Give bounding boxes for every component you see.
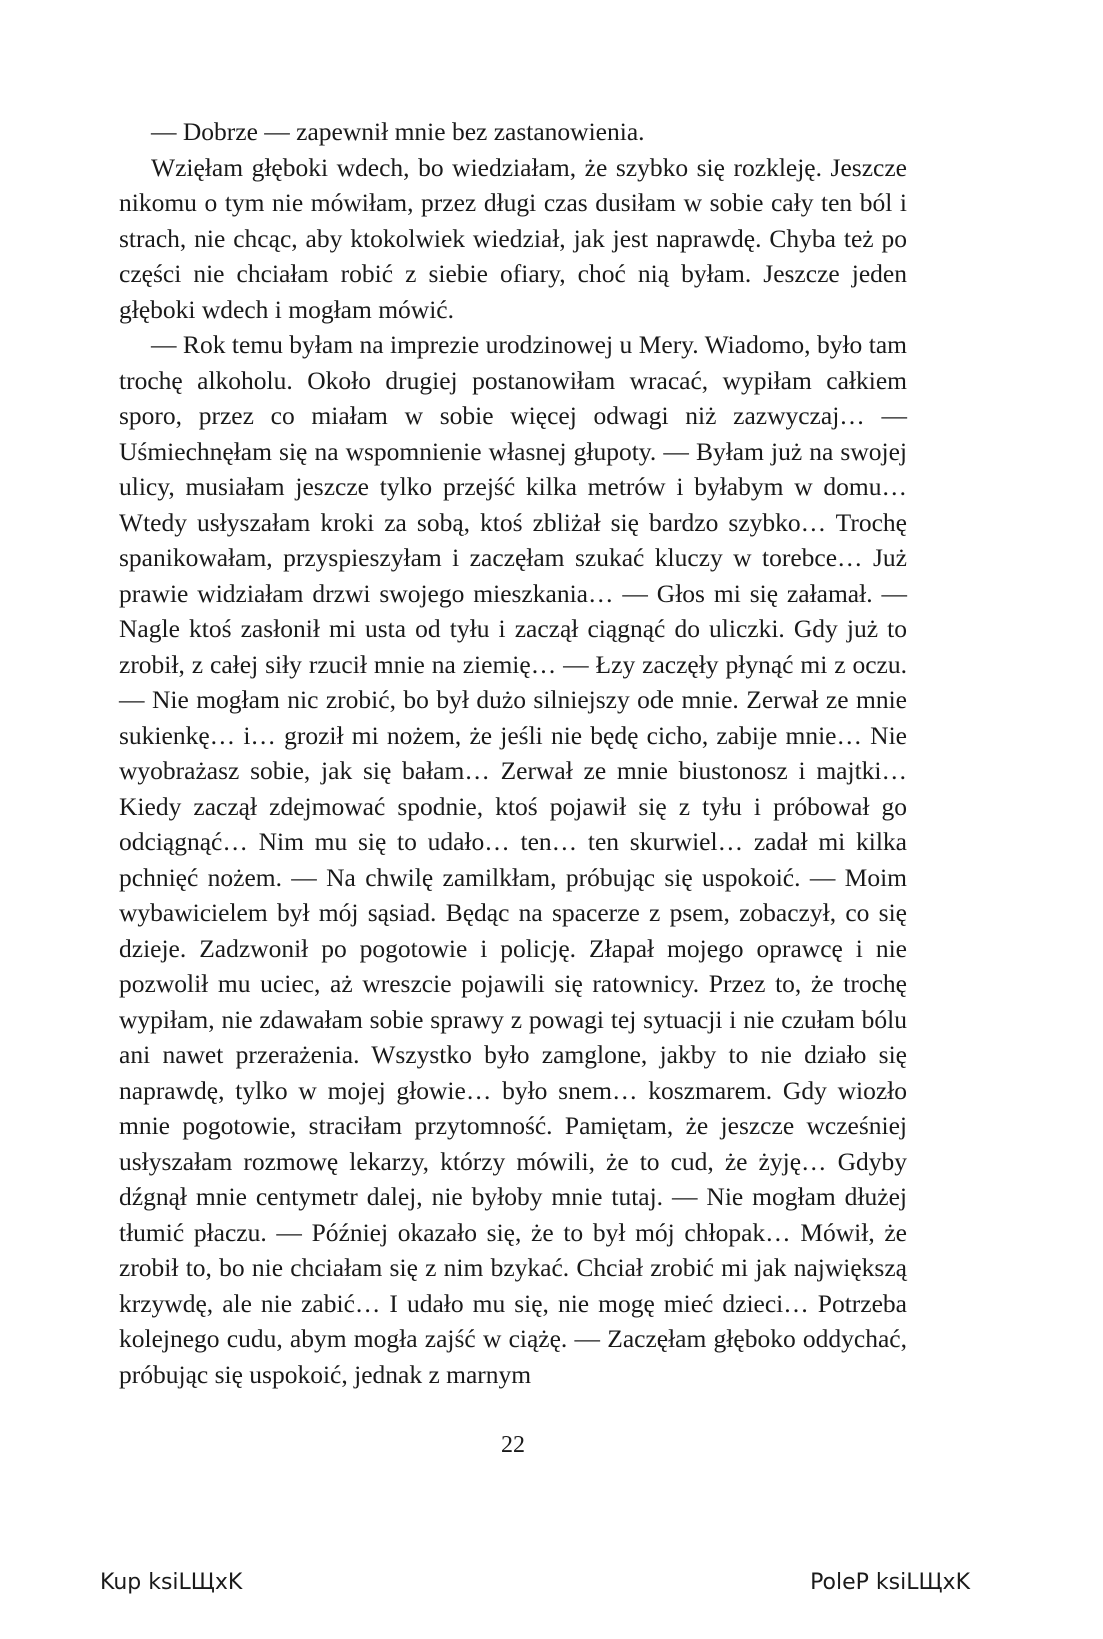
paragraph: Wzięłam głęboki wdech, bo wiedziałam, że szybko się rozkleję. Jeszcze nikomu o tym nie mówiłam, przez długi czas dusiłam w sobie cały ten ból i strach, nie chcąc, aby ktokolwiek wiedział, jak jest naprawdę. Chyba też po części nie chciałam robić z siebie ofiary, choć nią byłam. Jeszcze jeden głęboki wdech i mogłam mówić. <box>119 152 907 324</box>
buy-book-link[interactable]: Kup ksiLЩxK <box>100 1570 243 1595</box>
paragraph: — Dobrze — zapewnił mnie bez zastanowienia. <box>151 117 645 146</box>
page-number: 22 <box>501 1432 525 1458</box>
page-body-text <box>119 114 907 1392</box>
paragraph: — Rok temu byłam na imprezie urodzinowej u Mery. Wiadomo, było tam trochę alkoholu. Około drugiej postanowiłam wracać, wypiłam całkiem sporo, przez co miałam w sobie więcej odwagi niż zazwyczaj… — Uśmiechnęłam się na wspomnienie własnej głupoty. — Byłam już na swojej ulicy, musiałam jeszcze tylko przejść kilka metrów i byłabym w domu… Wtedy usłyszałam kroki za sobą, ktoś zbliżał się bardzo szybko… Trochę spanikowałam, przyspieszyłam i zaczęłam szukać kluczy w torebce… Już prawie widziałam drzwi swojego mieszkania… — Głos mi się załamał. — Nagle ktoś zasłonił mi usta od tyłu i zaczął ciągnąć do uliczki. Gdy już to zrobił, z całej siły rzucił mnie na ziemię… — Łzy zaczęły płynąć mi z oczu. — Nie mogłam nic zrobić, bo był dużo silniejszy ode mnie. Zerwał ze mnie sukienkę… i… groził mi nożem, że jeśli nie będę cicho, zabije mnie… Nie wyobrażasz sobie, jak się bałam… Zerwał ze mnie biustonosz i majtki… Kiedy zaczął zdejmować spodnie, ktoś pojawił się z tyłu i próbował go odciągnąć… Nim mu się to udało… ten… ten skurwiel… zadał mi kilka pchnięć nożem. — Na chwilę zamilkłam, próbując się uspokoić. — Moim wybawicielem był mój sąsiad. Będąc na spacerze z psem, zobaczył, co się dzieje. Zadzwonił po pogotowie i policję. Złapał mojego oprawcę i nie pozwolił mu uciec, aż wreszcie pojawili się ratownicy. Przez to, że trochę wypiłam, nie zdawałam sobie sprawy z powagi tej sytuacji i nie czułam bólu ani nawet przerażenia. Wszystko było zamglone, jakby to nie działo się naprawdę, tylko w mojej głowie… było snem… koszmarem. Gdy wiozło mnie pogotowie, straciłam przytomność. Pamiętam, że jeszcze wcześniej usłyszałam rozmowę lekarzy, którzy mówili, że to cud, że żyję… Gdyby dźgnął mnie centymetr dalej, nie byłoby mnie tutaj. — Nie mogłam dłużej tłumić płaczu. — Później okazało się, że to był mój chłopak… Mówił, że zrobił to, bo nie chciałam się z nim bzykać. Chciał zrobić mi jak największą krzywdę, ale nie zabić… I udało mu się, nie mogę mieć dzieci… Potrzeba kolejnego cudu, abym mogła zajść w ciążę. — Zaczęłam głęboko oddychać, próbując się uspokoić, jednak z marnym <box>119 330 907 1389</box>
recommend-book-link[interactable]: PoleP ksiLЩxK <box>810 1570 970 1595</box>
